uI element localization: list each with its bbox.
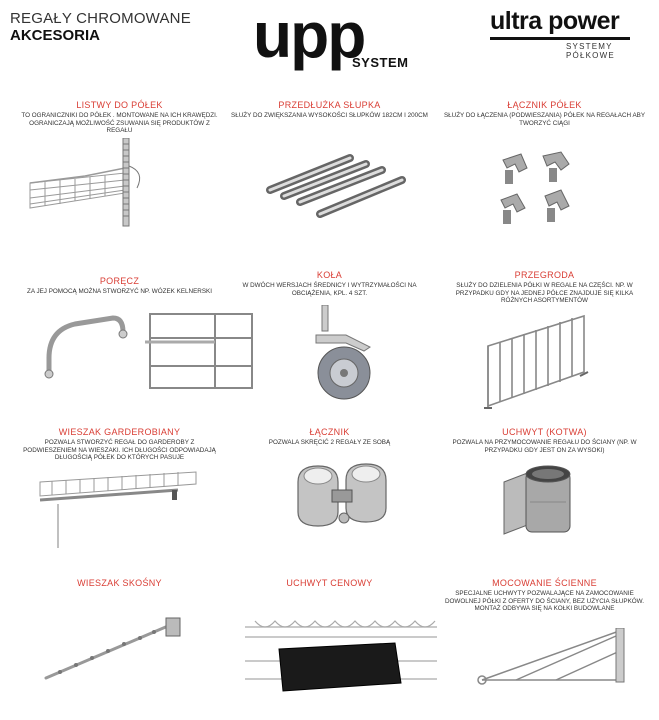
item-title: UCHWYT CENOWY (286, 578, 373, 588)
header-subtitle: AKCESORIA (10, 27, 101, 44)
shelf-ledge-image (25, 138, 150, 228)
item-title: WIESZAK GARDEROBIANY (58, 427, 181, 437)
item-price-holder (222, 578, 437, 589)
header-text (10, 10, 191, 44)
divider-image (482, 312, 592, 412)
item-divider (437, 270, 652, 305)
item-handrail (12, 276, 227, 296)
connector-image (292, 462, 392, 532)
item-connector (222, 427, 437, 447)
item-clothes-rail (12, 427, 227, 462)
wheel-image (310, 305, 380, 405)
ultra-power-logo (490, 8, 650, 60)
header-title: REGAŁY CHROMOWANE (10, 10, 191, 27)
item-shelf-ledge (12, 100, 227, 135)
item-title: WIESZAK SKOŚNY (77, 578, 162, 588)
item-title: UCHWYT (KOTWA) (502, 427, 587, 437)
item-description: SŁUŻY DO ŁĄCZENIA (PODWIESZANIA) PÓŁEK NA REGAŁACH ABY TWORZYĆ CIĄGI (443, 112, 646, 127)
item-title: ŁĄCZNIK PÓŁEK (507, 100, 582, 110)
ultra-power-underline (490, 37, 630, 40)
item-wall-mount (437, 578, 652, 613)
price-holder-image (245, 617, 437, 695)
item-title: MOCOWANIE ŚCIENNE (492, 578, 597, 588)
shelf-connector-image (495, 150, 580, 235)
item-title: PORĘCZ (99, 276, 140, 286)
item-description: SŁUŻY DO ZWIĘKSZANIA WYSOKOŚCI SŁUPKÓW 182CM I 200CM (231, 112, 428, 119)
item-wheels (222, 270, 437, 297)
wall-mount-image (476, 628, 628, 688)
item-description: POZWALA STWORZYĆ REGAŁ DO GARDEROBY Z PODWIESZENIEM NA WIESZAKI. ICH DŁUGOŚCI ODPOWIADAJĄ DŁUGOŚCIĄ PÓŁEK DO KTÓRYCH PASUJE (23, 439, 216, 462)
item-wall-anchor (437, 427, 652, 454)
ultra-power-subtitle: SYSTEMY PÓŁKOWE (566, 42, 615, 60)
upp-system-label: SYSTEM (352, 55, 409, 70)
item-shelf-connector (437, 100, 652, 127)
handrail-image (35, 310, 255, 395)
wall-anchor-image (500, 462, 590, 542)
clothes-rail-image (38, 468, 203, 553)
item-description: SŁUŻY DO DZIELENIA PÓŁKI W REGALE NA CZĘŚCI. NP. W PRZYPADKU GDY NA JEDNEJ PÓŁCE ZNAJDUJE SIĘ KILKA RÓŻNYCH ASORTYMENTÓW (455, 282, 634, 305)
item-slanted-hanger (12, 578, 227, 589)
upp-wordmark: upp (253, 5, 365, 71)
post-extension-image (262, 152, 407, 222)
item-description: TO OGRANICZNIKI DO PÓŁEK . MONTOWANE NA ICH KRAWĘDZI. OGRANICZAJĄ MOŻLIWOŚĆ ZSUWANIA SIĘ PRODUKTÓW Z REGAŁU (21, 112, 218, 135)
item-title: KOŁA (316, 270, 343, 280)
item-description: POZWALA SKRĘCIĆ 2 REGAŁY ZE SOBĄ (268, 439, 391, 446)
item-description: SPECJALNE UCHWYTY POZWALAJĄCE NA ZAMOCOWANIE DOWOLNEJ PÓŁKI Z OFERTY DO ŚCIANY, BEZ UŻYCIA SŁUPKÓW. MONTAŻ ODBYWA SIĘ NA KOŁKI BUDOWLANE (444, 590, 645, 613)
item-description: ZA JEJ POMOCĄ MOŻNA STWORZYĆ NP. WÓZEK KELNERSKI (27, 288, 212, 295)
item-post-extension (222, 100, 437, 120)
item-description: W DWÓCH WERSJACH ŚREDNICY I WYTRZYMAŁOŚCI NA OBCIĄŻENIA, KPL. 4 SZT. (242, 282, 417, 297)
item-title: PRZEGRODA (514, 270, 575, 280)
item-title: LISTWY DO PÓŁEK (76, 100, 163, 110)
slanted-hanger-image (42, 608, 187, 683)
item-title: PRZEDŁUŻKA SŁUPKA (278, 100, 381, 110)
item-title: ŁĄCZNIK (309, 427, 350, 437)
item-description: POZWALA NA PRZYMOCOWANIE REGAŁU DO ŚCIANY (NP. W PRZYPADKU GDY JEST ON ZA WYSOKI) (452, 439, 637, 454)
ultra-power-title: ultra power (490, 7, 620, 35)
